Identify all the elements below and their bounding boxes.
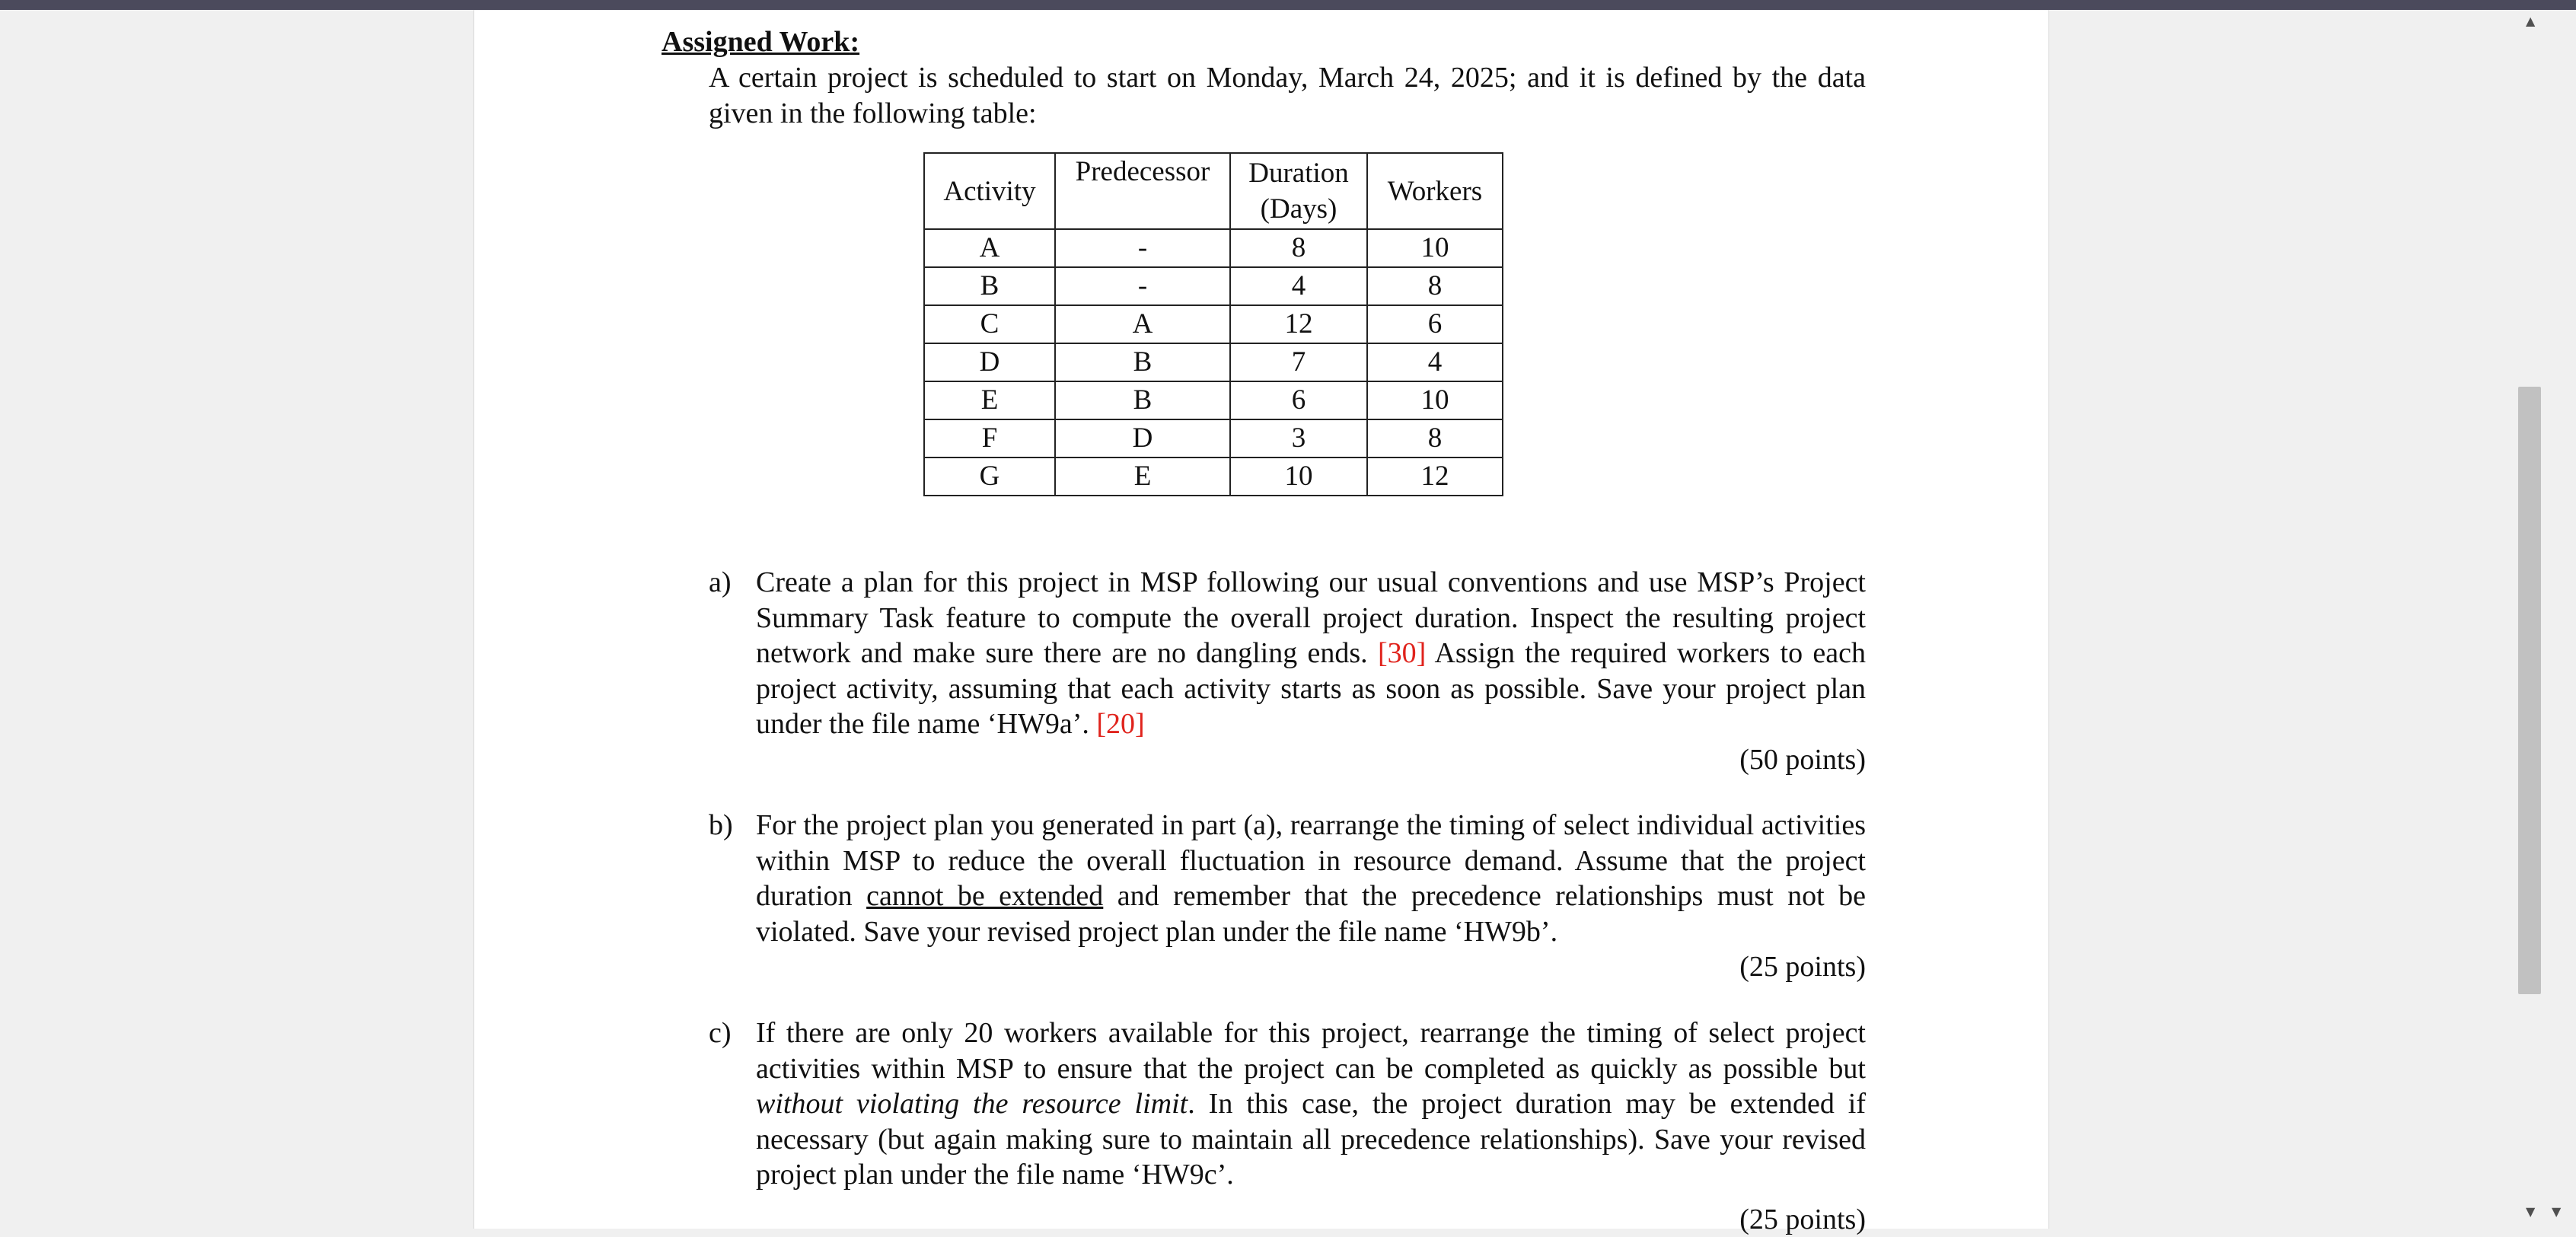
scroll-corner-arrow-icon[interactable]: ▼ bbox=[2552, 1204, 2561, 1219]
header-activity: Activity bbox=[924, 153, 1055, 229]
cell-duration: 12 bbox=[1230, 305, 1367, 343]
heading-text: Assigned Work bbox=[662, 26, 850, 58]
cell-activity: F bbox=[924, 419, 1055, 457]
cell-workers: 8 bbox=[1367, 267, 1503, 305]
cell-predecessor: B bbox=[1055, 381, 1230, 419]
points-mark: [20] bbox=[1096, 708, 1144, 740]
vertical-scrollbar[interactable] bbox=[2518, 10, 2544, 1229]
table-header-row bbox=[924, 153, 1503, 229]
cell-duration: 8 bbox=[1230, 229, 1367, 267]
cell-activity: E bbox=[924, 381, 1055, 419]
cell-activity: D bbox=[924, 343, 1055, 381]
activity-table bbox=[923, 152, 1503, 496]
question-a bbox=[709, 565, 1866, 777]
question-points: (25 points) bbox=[709, 949, 1866, 985]
question-body bbox=[756, 808, 1866, 949]
cell-duration: 7 bbox=[1230, 343, 1367, 381]
question-text: If there are only 20 workers available for this project, rearrange the timing of select project activities within MSP to ensure that the project can be completed as quickly as possible but bbox=[756, 1017, 1866, 1085]
question-label: b) bbox=[709, 808, 733, 843]
cell-duration: 4 bbox=[1230, 267, 1367, 305]
question-label: c) bbox=[709, 1015, 732, 1051]
heading-colon: : bbox=[850, 26, 859, 58]
document-content bbox=[662, 24, 1866, 132]
question-label: a) bbox=[709, 565, 732, 601]
cell-workers: 6 bbox=[1367, 305, 1503, 343]
question-c bbox=[709, 1015, 1866, 1237]
cell-activity: A bbox=[924, 229, 1055, 267]
cell-workers: 10 bbox=[1367, 381, 1503, 419]
window-top-bar bbox=[0, 0, 2576, 10]
question-points: (25 points) bbox=[709, 1202, 1866, 1237]
table-row bbox=[924, 305, 1503, 343]
cell-activity: C bbox=[924, 305, 1055, 343]
table-row bbox=[924, 419, 1503, 457]
table-row bbox=[924, 229, 1503, 267]
question-text: and remember that the precedence relationships must not be violated. Save your revised project plan under the file name ‘HW9b’. bbox=[756, 880, 1866, 948]
question-text: Assign the required workers to each project activity, assuming that each activity starts as soon as possible. Save your project plan under the file name ‘HW9a’. bbox=[756, 637, 1866, 740]
question-points: (50 points) bbox=[709, 742, 1866, 778]
cell-predecessor: - bbox=[1055, 229, 1230, 267]
cell-workers: 4 bbox=[1367, 343, 1503, 381]
points-mark: [30] bbox=[1378, 637, 1426, 669]
cell-workers: 10 bbox=[1367, 229, 1503, 267]
question-body bbox=[756, 565, 1866, 742]
table-row bbox=[924, 381, 1503, 419]
cell-duration: 3 bbox=[1230, 419, 1367, 457]
cell-predecessor: B bbox=[1055, 343, 1230, 381]
cell-duration: 6 bbox=[1230, 381, 1367, 419]
italic-text: without violating the resource limit bbox=[756, 1088, 1188, 1120]
table-row bbox=[924, 343, 1503, 381]
cell-activity: G bbox=[924, 457, 1055, 496]
cell-duration: 10 bbox=[1230, 457, 1367, 496]
question-body bbox=[756, 1015, 1866, 1193]
header-duration: Duration (Days) bbox=[1230, 153, 1367, 229]
cell-workers: 8 bbox=[1367, 419, 1503, 457]
table-row bbox=[924, 267, 1503, 305]
underlined-text: cannot be extended bbox=[866, 880, 1103, 912]
question-text: Create a plan for this project in MSP following our usual conventions and use MSP’s Project Summary Task feature to compute the overall project duration. Inspect the resulting project network and make sure there are no dangling ends. bbox=[756, 566, 1866, 669]
scroll-down-arrow-icon[interactable]: ▼ bbox=[2526, 1204, 2535, 1219]
cell-activity: B bbox=[924, 267, 1055, 305]
question-b bbox=[709, 808, 1866, 985]
question-text: . In this case, the project duration may be extended if necessary (but again making sure to maintain all precedence relationships). Save your revised project plan under the file name ‘HW9c’. bbox=[756, 1088, 1866, 1191]
table-row bbox=[924, 457, 1503, 496]
assigned-work-heading bbox=[662, 24, 1866, 60]
cell-predecessor: D bbox=[1055, 419, 1230, 457]
question-text: For the project plan you generated in part (a), rearrange the timing of select individual activities within MSP to reduce the overall fluctuation in resource demand. Assume that the project duration bbox=[756, 809, 1866, 912]
scrollbar-thumb[interactable] bbox=[2518, 387, 2541, 994]
header-predecessor: Predecessor bbox=[1055, 153, 1230, 229]
cell-predecessor: E bbox=[1055, 457, 1230, 496]
header-workers: Workers bbox=[1367, 153, 1503, 229]
document-page bbox=[473, 10, 2049, 1229]
cell-predecessor: - bbox=[1055, 267, 1230, 305]
intro-paragraph: A certain project is scheduled to start on Monday, March 24, 2025; and it is defined by the data given in the following table: bbox=[709, 60, 1866, 132]
cell-predecessor: A bbox=[1055, 305, 1230, 343]
cell-workers: 12 bbox=[1367, 457, 1503, 496]
scroll-up-arrow-icon[interactable]: ▲ bbox=[2526, 14, 2535, 28]
